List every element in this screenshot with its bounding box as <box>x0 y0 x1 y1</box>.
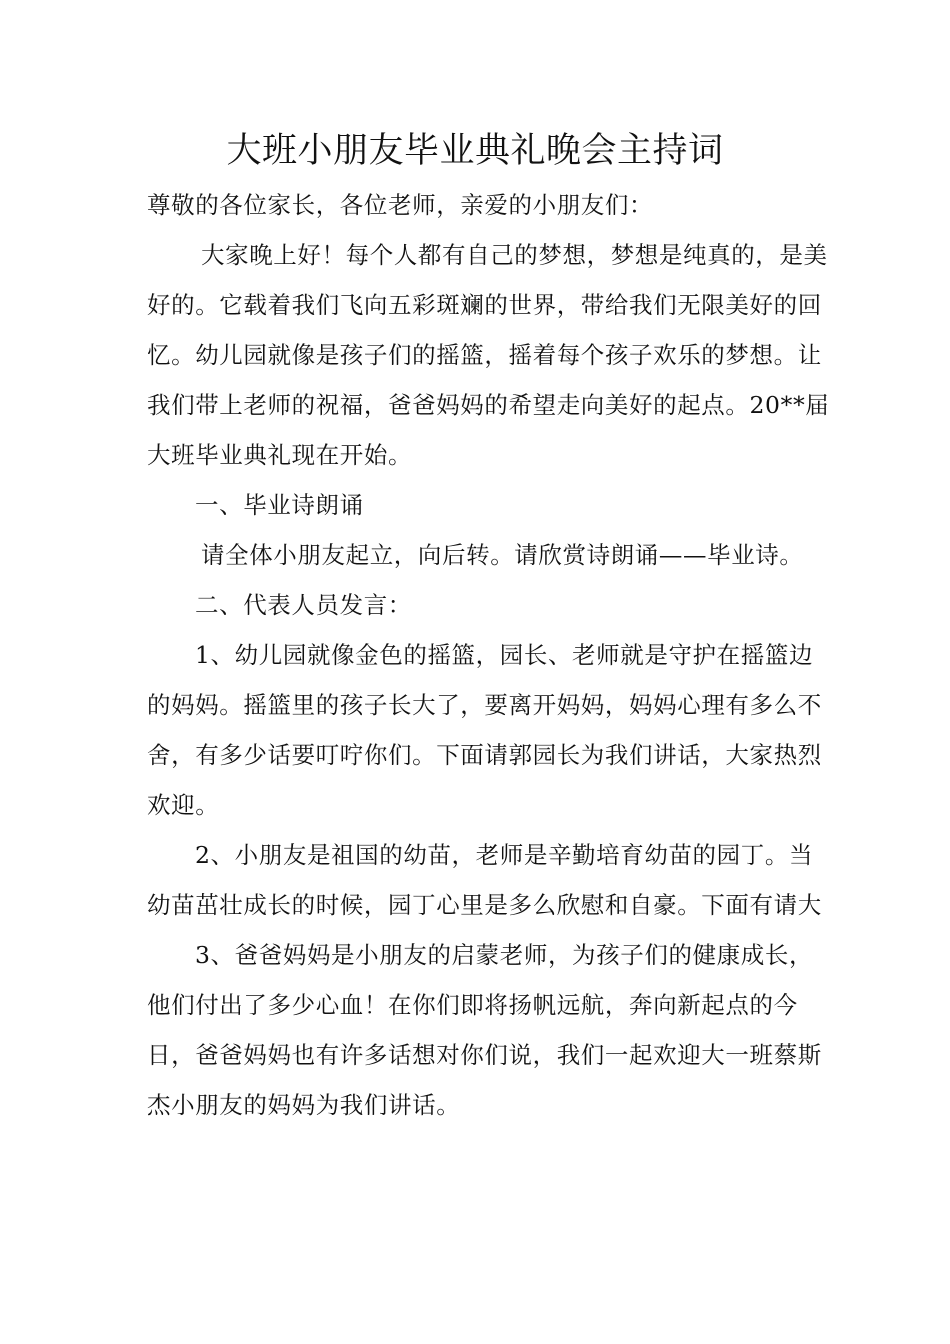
document-body <box>147 180 833 1130</box>
paragraph-speech-3: 3、爸爸妈妈是小朋友的启蒙老师，为孩子们的健康成长，他们付出了多少心血！在你们即将扬帆远航，奔向新起点的今日，爸爸妈妈也有许多话想对你们说，我们一起欢迎大一班蔡斯杰小朋友的妈妈为我们讲话。 <box>147 941 822 1119</box>
paragraph-speech-1: 1、幼儿园就像金色的摇篮，园长、老师就是守护在摇篮边的妈妈。摇篮里的孩子长大了，要离开妈妈，妈妈心理有多么不舍，有多少话要叮咛你们。下面请郭园长为我们讲话，大家热烈欢迎。 <box>147 641 822 819</box>
section-heading-poem: 一、毕业诗朗诵 <box>195 491 364 519</box>
paragraph-opening: 大家晚上好！每个人都有自己的梦想，梦想是纯真的，是美好的。它载着我们飞向五彩斑斓的世界，带给我们无限美好的回忆。幼儿园就像是孩子们的摇篮，摇着每个孩子欢乐的梦想。让我们带上老师的祝福，爸爸妈妈的希望走向美好的起点。20**届大班毕业典礼现在开始。 <box>147 241 830 469</box>
greeting-line: 尊敬的各位家长，各位老师，亲爱的小朋友们： <box>147 191 654 219</box>
paragraph-poem: 请全体小朋友起立，向后转。请欣赏诗朗诵——毕业诗。 <box>201 541 804 569</box>
document-title: 大班小朋友毕业典礼晚会主持词 <box>226 131 724 171</box>
paragraph-speech-2: 2、小朋友是祖国的幼苗，老师是辛勤培育幼苗的园丁。当幼苗茁壮成长的时候，园丁心里是多么欣慰和自豪。下面有请大 <box>147 841 822 919</box>
section-heading-speeches: 二、代表人员发言： <box>195 591 412 619</box>
